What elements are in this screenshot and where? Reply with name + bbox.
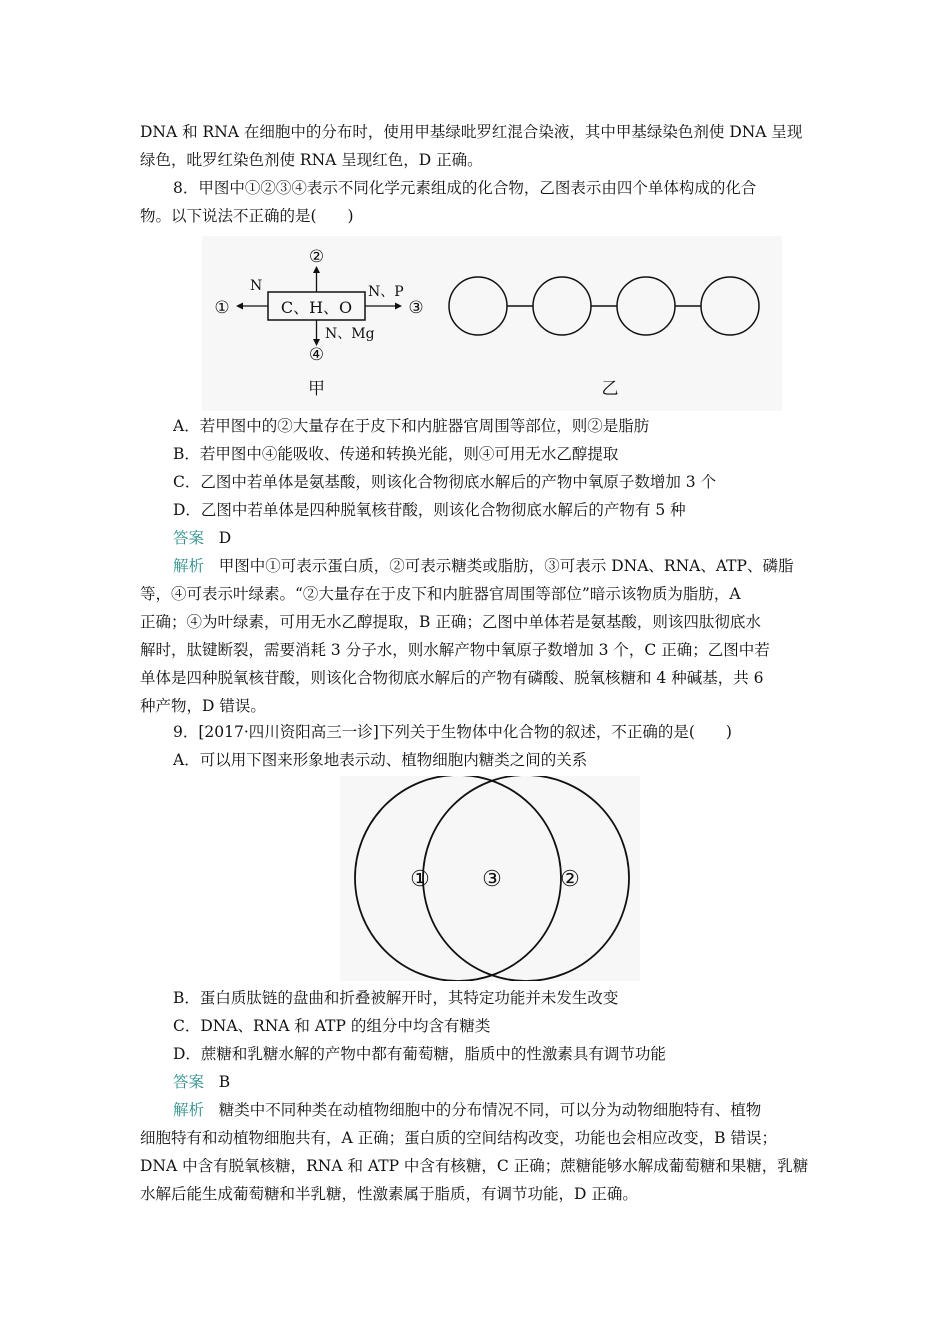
q8-option-c: C．乙图中若单体是氨基酸，则该化合物彻底水解后的产物中氧原子数增加 3 个 <box>173 473 717 491</box>
arrow-bottom-label: N、Mg <box>325 326 375 342</box>
q8-analysis-line-4: 解时，肽键断裂，需要消耗 3 分子水，则水解产物中氧原子数增加 3 个，C 正确；乙图中若 <box>140 641 770 659</box>
q9-analysis-line-3: DNA 中含有脱氧核糖，RNA 和 ATP 中含有核糖，C 正确；蔗糖能够水解成葡萄糖和果糖，乳糖 <box>140 1157 809 1175</box>
compound-2-label: ② <box>308 247 325 267</box>
compound-4-label: ④ <box>308 345 325 365</box>
answer-label: 答案 <box>173 529 205 547</box>
intro-line-2: 绿色，吡罗红染色剂使 RNA 呈现红色，D 正确。 <box>140 151 483 169</box>
q8-stem-line-1: 8．甲图中①②③④表示不同化学元素组成的化合物，乙图表示由四个单体构成的化合 <box>173 179 757 197</box>
answer-value: B <box>218 1073 231 1091</box>
arrow-left-label: N <box>250 278 263 294</box>
compound-3-label: ③ <box>408 298 424 318</box>
venn-label-left: ① <box>410 867 430 892</box>
venn-label-right: ② <box>560 867 580 892</box>
q8-analysis-line-5: 单体是四种脱氧核苷酸，则该化合物彻底水解后的产物有磷酸、脱氧核糖和 4 种碱基，共 6 <box>140 669 764 687</box>
analysis-label: 解析 <box>173 1101 205 1119</box>
q9-analysis-line-2: 细胞特有和动植物细胞共有，A 正确；蛋白质的空间结构改变，功能也会相应改变，B 错误； <box>140 1129 777 1147</box>
q9-option-a: A．可以用下图来形象地表示动、植物细胞内糖类之间的关系 <box>173 751 588 769</box>
venn-diagram <box>340 776 640 981</box>
analysis-label: 解析 <box>173 557 205 575</box>
answer-label: 答案 <box>173 1073 205 1091</box>
q8-figure <box>202 236 782 411</box>
answer-value: D <box>218 529 232 547</box>
q9-option-c: C．DNA、RNA 和 ATP 的组分中均含有糖类 <box>173 1017 491 1035</box>
analysis-text: 糖类中不同种类在动植物细胞中的分布情况不同，可以分为动物细胞特有、植物 <box>218 1101 762 1119</box>
venn-label-middle: ③ <box>482 867 502 892</box>
q8-analysis-line-2: 等，④可表示叶绿素。“②大量存在于皮下和内脏器官周围等部位”暗示该物质为脂肪，A <box>140 585 741 603</box>
caption-yi: 乙 <box>601 379 619 399</box>
q8-option-b: B．若甲图中④能吸收、传递和转换光能，则④可用无水乙醇提取 <box>173 445 619 463</box>
q8-analysis-line-6: 种产物，D 错误。 <box>140 697 266 715</box>
analysis-text: 甲图中①可表示蛋白质，②可表示糖类或脂肪，③可表示 DNA、RNA、ATP、磷脂 <box>218 557 794 575</box>
q8-stem-line-2: 物。以下说法不正确的是( ) <box>140 207 354 225</box>
q8-answer <box>173 528 231 548</box>
q9-option-d: D．蔗糖和乳糖水解的产物中都有葡萄糖，脂质中的性激素具有调节功能 <box>173 1045 666 1063</box>
q9-analysis-line-1 <box>173 1100 761 1120</box>
caption-jia: 甲 <box>308 379 325 399</box>
q9-answer <box>173 1072 230 1092</box>
element-box-label: C、H、O <box>280 298 353 317</box>
q8-analysis-line-3: 正确；④为叶绿素，可用无水乙醇提取，B 正确；乙图中单体若是氨基酸，则该四肽彻底水 <box>140 613 761 631</box>
intro-line-1: DNA 和 RNA 在细胞中的分布时，使用甲基绿吡罗红混合染液，其中甲基绿染色剂使 DNA 呈现 <box>140 123 803 141</box>
q9-stem: 9．[2017·四川资阳高三一诊]下列关于生物体中化合物的叙述，不正确的是( ) <box>173 723 732 741</box>
q8-option-a: A．若甲图中的②大量存在于皮下和内脏器官周围等部位，则②是脂肪 <box>173 417 650 435</box>
q8-option-d: D．乙图中若单体是四种脱氧核苷酸，则该化合物彻底水解后的产物有 5 种 <box>173 501 686 519</box>
arrow-right-label: N、P <box>368 284 404 300</box>
q8-analysis-line-1 <box>173 556 793 576</box>
q9-option-b: B．蛋白质肽链的盘曲和折叠被解开时，其特定功能并未发生改变 <box>173 989 619 1007</box>
compound-1-label: ① <box>214 298 230 318</box>
q9-analysis-line-4: 水解后能生成葡萄糖和半乳糖，性激素属于脂质，有调节功能，D 正确。 <box>140 1185 638 1203</box>
